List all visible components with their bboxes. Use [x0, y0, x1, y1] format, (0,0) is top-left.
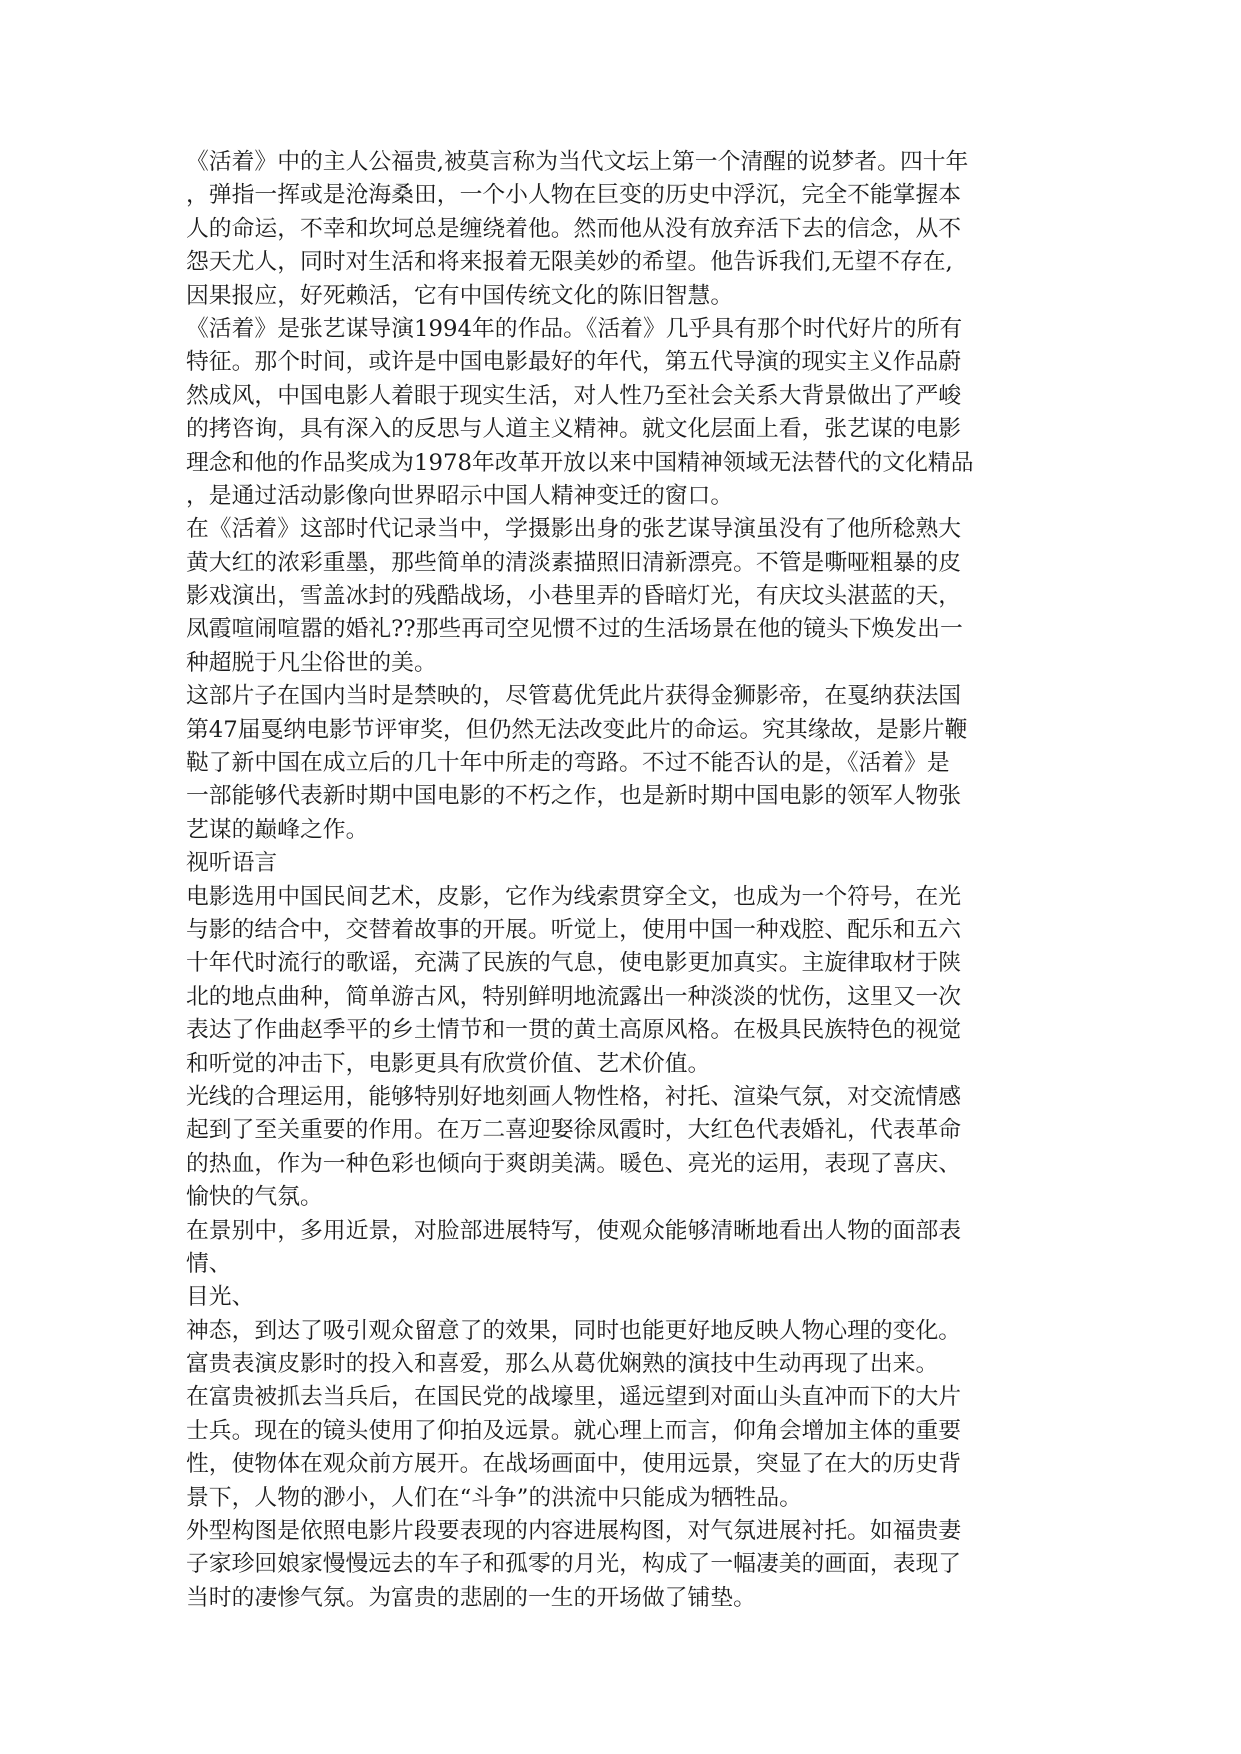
text-line: 人的命运，不幸和坎坷总是缠绕着他。然而他从没有放弃活下去的信念，从不	[186, 215, 962, 242]
text-line: 在富贵被抓去当兵后，在国民党的战壕里，遥远望到对面山头直冲而下的大片	[186, 1384, 962, 1411]
text-line: 凤霞喧闹喧嚣的婚礼??那些再司空见惯不过的生活场景在他的镜头下焕发出一	[186, 616, 963, 643]
text-line: 景下，人物的渺小，人们在“斗争”的洪流中只能成为牺牲品。	[186, 1484, 803, 1511]
text-line: 表达了作曲赵季平的乡土情节和一贯的黄土高原风格。在极具民族特色的视觉	[186, 1017, 962, 1044]
text-line: ，是通过活动影像向世界昭示中国人精神变迁的窗口。	[186, 482, 734, 509]
text-line: 神态，到达了吸引观众留意了的效果，同时也能更好地反映人物心理的变化。	[186, 1317, 962, 1344]
text-line: 愉快的气氛。	[186, 1184, 323, 1211]
text-line: 第47届戛纳电影节评审奖，但仍然无法改变此片的命运。究其缘故，是影片鞭	[186, 716, 968, 743]
text-line: 鞑了新中国在成立后的几十年中所走的弯路。不过不能否认的是，《活着》是	[186, 750, 950, 777]
section-heading: 视听语言	[186, 850, 278, 877]
text-line: 黄大红的浓彩重墨，那些简单的清淡素描照旧清新漂亮。不管是嘶哑粗暴的皮	[186, 549, 962, 576]
text-line: 光线的合理运用，能够特别好地刻画人物性格，衬托、渲染气氛，对交流情感	[186, 1083, 962, 1110]
text-line: 怨天尤人，同时对生活和将来报着无限美妙的希望。他告诉我们,无望不存在,	[186, 249, 953, 276]
text-line: 十年代时流行的歌谣，充满了民族的气息，使电影更加真实。主旋律取材于陕	[186, 950, 962, 977]
text-line: 目光、	[186, 1284, 255, 1311]
text-line: 富贵表演皮影时的投入和喜爱，那么从葛优娴熟的演技中生动再现了出来。	[186, 1351, 939, 1378]
text-line: 起到了至关重要的作用。在万二喜迎娶徐凤霞时，大红色代表婚礼，代表革命	[186, 1117, 962, 1144]
text-line: 艺谋的巅峰之作。	[186, 816, 369, 843]
text-line: 情、	[186, 1250, 232, 1277]
text-line: 北的地点曲种，简单游古风，特别鲜明地流露出一种淡淡的忧伤，这里又一次	[186, 983, 962, 1010]
document-body	[186, 146, 1056, 1615]
text-line: 当时的凄惨气氛。为富贵的悲剧的一生的开场做了铺垫。	[186, 1584, 756, 1611]
text-line: 一部能够代表新时期中国电影的不朽之作，也是新时期中国电影的领军人物张	[186, 783, 962, 810]
text-line: 与影的结合中，交替着故事的开展。听觉上，使用中国一种戏腔、配乐和五六	[186, 916, 962, 943]
text-line: 因果报应，好死赖活，它有中国传统文化的陈旧智慧。	[186, 282, 734, 309]
text-line: 影戏演出，雪盖冰封的残酷战场，小巷里弄的昏暗灯光，有庆坟头湛蓝的天，	[186, 583, 962, 610]
text-line: 《活着》中的主人公福贵,被莫言称为当代文坛上第一个清醒的说梦者。四十年	[186, 149, 969, 175]
text-line: 特征。那个时间，或许是中国电影最好的年代，第五代导演的现实主义作品蔚	[186, 349, 962, 376]
text-line: 在《活着》这部时代记录当中，学摄影出身的张艺谋导演虽没有了他所稔熟大	[186, 516, 962, 543]
text-line: 然成风，中国电影人着眼于现实生活，对人性乃至社会关系大背景做出了严峻	[186, 382, 962, 409]
text-line: 外型构图是依照电影片段要表现的内容进展构图，对气氛进展衬托。如福贵妻	[186, 1518, 962, 1545]
text-line: 性，使物体在观众前方展开。在战场画面中，使用远景，突显了在大的历史背	[186, 1451, 962, 1478]
text-line: 种超脱于凡尘俗世的美。	[186, 649, 437, 676]
text-line: 这部片子在国内当时是禁映的，尽管葛优凭此片获得金狮影帝，在戛纳获法国	[186, 683, 962, 710]
text-line: 在景别中，多用近景，对脸部进展特写，使观众能够清晰地看出人物的面部表	[186, 1217, 962, 1244]
text-line: 和听觉的冲击下，电影更具有欣赏价值、艺术价值。	[186, 1050, 711, 1077]
text-line: 子家珍回娘家慢慢远去的车子和孤零的月光，构成了一幅凄美的画面，表现了	[186, 1551, 962, 1578]
text-line: ，弹指一挥或是沧海桑田，一个小人物在巨变的历史中浮沉，完全不能掌握本	[186, 182, 962, 209]
text-line: 电影选用中国民间艺术，皮影，它作为线索贯穿全文，也成为一个符号，在光	[186, 883, 962, 910]
text-line: 士兵。现在的镜头使用了仰拍及远景。就心理上而言，仰角会增加主体的重要	[186, 1417, 962, 1444]
text-line: 的热血，作为一种色彩也倾向于爽朗美满。暖色、亮光的运用，表现了喜庆、	[186, 1150, 962, 1177]
text-line: 理念和他的作品奖成为1978年改革开放以来中国精神领域无法替代的文化精品	[186, 449, 974, 476]
text-line: 《活着》是张艺谋导演1994年的作品。《活着》几乎具有那个时代好片的所有	[186, 315, 963, 342]
text-line: 的拷咨询，具有深入的反思与人道主义精神。就文化层面上看，张艺谋的电影	[186, 416, 962, 443]
